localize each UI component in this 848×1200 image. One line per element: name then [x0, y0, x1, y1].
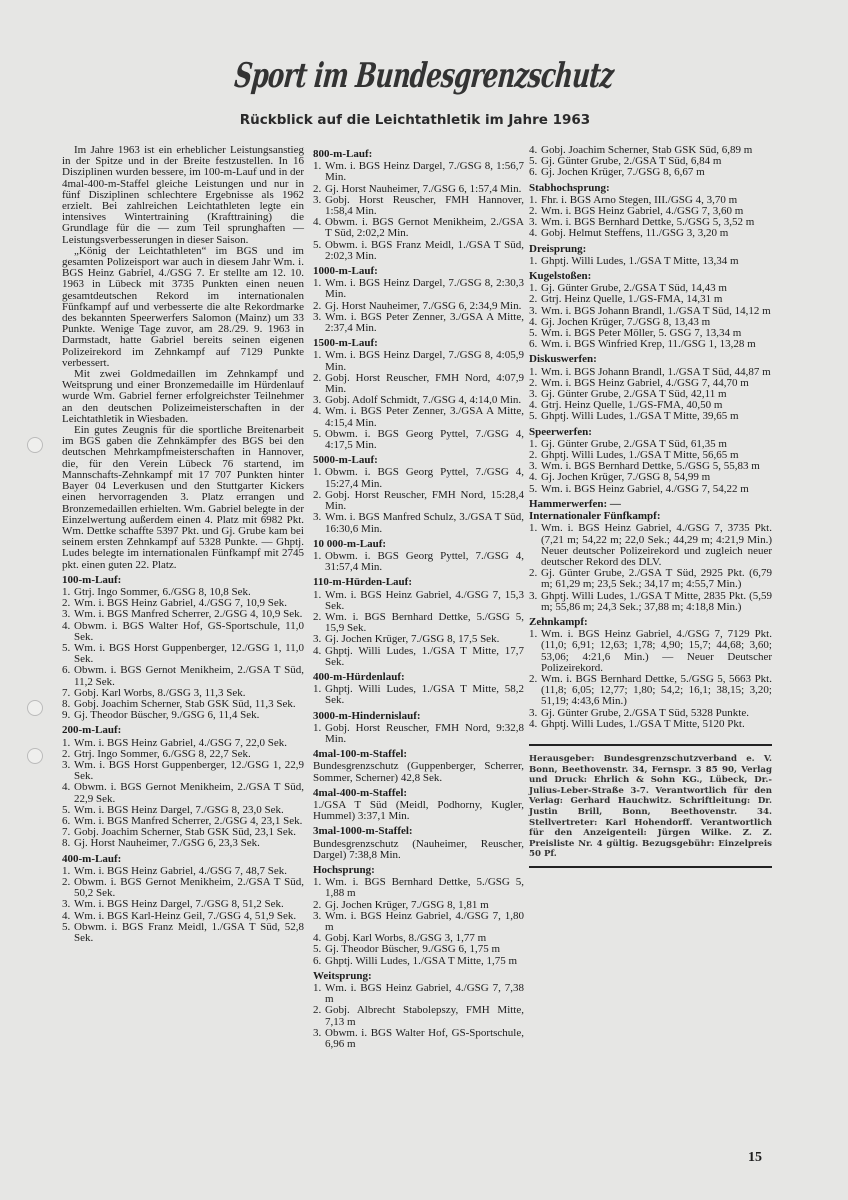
- result-text: Gj. Günter Grube, 2./GSA T Süd, 5328 Punkte.: [541, 706, 749, 719]
- rank-number: 3.: [313, 193, 322, 206]
- result-item: [62, 838, 304, 849]
- result-item: [529, 523, 772, 568]
- rank-number: 3.: [62, 758, 71, 771]
- result-item: [529, 256, 772, 267]
- rank-number: 7.: [62, 826, 71, 839]
- result-item: [62, 665, 304, 687]
- result-text: Wm. i. BGS Heinz Gabriel, 4./GSG 7, 1,80 m: [325, 909, 524, 933]
- result-text: Wm. i. BGS Johann Brandl, 1./GSA T Süd, 44,87 m: [541, 365, 771, 378]
- rank-number: 9.: [62, 709, 71, 722]
- result-item: [529, 568, 772, 590]
- result-text: Wm. i. BGS Peter Möller, 5. GSG 7, 13,34 m: [541, 327, 742, 340]
- result-text: Gj. Theodor Büscher, 9./GSG 6, 11,4 Sek.: [74, 709, 260, 722]
- result-text: Obwm. i. BGS Georg Pyttel, 7./GSG 4, 15:27,4 Min.: [325, 466, 524, 490]
- rank-number: 4.: [529, 227, 538, 240]
- section-heading: 200-m-Lauf:: [62, 724, 122, 737]
- rank-number: 3.: [313, 511, 322, 524]
- result-text: Wm. i. BGS Heinz Dargel, 7./GSG 8, 4:05,9 Min.: [325, 349, 524, 373]
- result-text: Ghptj. Willi Ludes, 1./GSA T Mitte, 13,34 m: [541, 254, 739, 267]
- rank-number: 4.: [529, 471, 538, 484]
- result-text: Gj. Günter Grube, 2./GSA T Süd, 42,11 m: [541, 388, 727, 401]
- result-text: Wm. i. BGS Bernhard Dettke, 5./GSG 5, 3,52 m: [541, 216, 755, 229]
- result-text: Wm. i. BGS Heinz Gabriel, 4./GSG 7, 7,38 m: [325, 982, 524, 1006]
- section-heading: 5000-m-Lauf:: [313, 454, 378, 467]
- rank-number: 5.: [62, 920, 71, 933]
- result-text: Wm. i. BGS Heinz Gabriel, 4./GSG 7, 7129 Pkt. (11,0; 6,91; 12,63; 1,78; 4,90; 15,7; 44,68; 3,60; 53,06; 4:21,6 Min.) — Neuer Deutscher Polizeirekord.: [541, 628, 772, 674]
- page-title: Sport im Bundesgrenzschutz: [232, 56, 616, 96]
- rank-number: 1.: [313, 588, 322, 601]
- rank-number: 1.: [313, 876, 322, 889]
- section-heading: 4mal-100-m-Staffel:: [313, 748, 408, 761]
- rank-number: 2.: [529, 567, 538, 580]
- result-item: [62, 621, 304, 643]
- result-item: [313, 1028, 524, 1050]
- result-text: Wm. i. BGS Peter Zenner, 3./GSA A Mitte, 4:15,4 Min.: [325, 405, 524, 429]
- section-heading: 100-m-Lauf:: [62, 573, 122, 586]
- result-item: [313, 911, 524, 933]
- result-text: Wm. i. BGS Johann Brandl, 1./GSA T Süd, 14,12 m: [541, 304, 771, 317]
- section-heading: 1000-m-Lauf:: [313, 265, 378, 278]
- result-text: Gj. Theodor Büscher, 9./GSG 6, 1,75 m: [325, 943, 501, 956]
- result-text: Wm. i. BGS Heinz Gabriel, 4./GSG 7, 54,22 m: [541, 482, 749, 495]
- result-text: Wm. i. BGS Karl-Heinz Geil, 7./GSG 4, 51,9 Sek.: [74, 909, 297, 922]
- result-item: [529, 228, 772, 239]
- rank-number: 3.: [313, 909, 322, 922]
- rank-number: 1.: [529, 437, 538, 450]
- rank-number: 1.: [529, 628, 538, 641]
- result-text: Gj. Günter Grube, 2./GSA T Süd, 61,35 m: [541, 437, 727, 450]
- result-item: [529, 719, 772, 730]
- rank-number: 1.: [529, 254, 538, 267]
- result-text: Gobj. Joachim Scherner, Stab GSK Süd, 23,1 Sek.: [74, 826, 296, 839]
- rank-number: 1.: [313, 549, 322, 562]
- rank-number: 6.: [62, 814, 71, 827]
- rank-number: 4.: [62, 619, 71, 632]
- rank-number: 2.: [313, 182, 322, 195]
- result-text: Gj. Horst Nauheimer, 7./GSG 6, 2:34,9 Min.: [325, 299, 522, 312]
- result-item: [313, 723, 524, 745]
- section-heading: Zehnkampf:: [529, 615, 588, 628]
- result-text: Wm. i. BGS Bernhard Dettke, 5./GSG 5, 55,83 m: [541, 460, 760, 473]
- result-text: Gj. Günter Grube, 2./GSA T Süd, 14,43 m: [541, 282, 727, 295]
- section-heading: Weitsprung:: [313, 969, 372, 982]
- result-text: Fhr. i. BGS Arno Stegen, III./GSG 4, 3,70 m: [541, 193, 738, 206]
- result-item: [62, 922, 304, 944]
- rank-number: 3.: [529, 304, 538, 317]
- result-text: Obwm. i. BGS Franz Meidl, 1./GSA T Süd, 2:02,3 Min.: [325, 238, 524, 262]
- rank-number: 3.: [529, 216, 538, 229]
- result-item: [529, 629, 772, 674]
- result-text: Gobj. Karl Worbs, 8./GSG 3, 11,3 Sek.: [74, 686, 246, 699]
- rank-number: 1.: [529, 193, 538, 206]
- result-text: Wm. i. BGS Bernhard Dettke, 5./GSG 5, 15,9 Sek.: [325, 610, 524, 635]
- section-heading: Diskuswerfen:: [529, 353, 597, 366]
- result-text: Obwm. i. BGS Franz Meidl, 1./GSA T Süd, 52,8 Sek.: [74, 920, 304, 945]
- result-item: [313, 161, 524, 183]
- column-3: [529, 145, 772, 868]
- rank-number: 1.: [529, 282, 538, 295]
- result-text: Gj. Horst Nauheimer, 7./GSG 6, 23,3 Sek.: [74, 837, 260, 850]
- section-heading: Kugelstoßen:: [529, 270, 592, 283]
- divider: [529, 744, 772, 746]
- column-2: [313, 145, 524, 1050]
- result-text: Wm. i. BGS Heinz Gabriel, 4./GSG 7, 44,70 m: [541, 376, 749, 389]
- result-item: [313, 590, 524, 612]
- section-heading: 110-m-Hürden-Lauf:: [313, 576, 412, 589]
- rank-number: 2.: [529, 376, 538, 389]
- result-text: Gobj. Horst Reuscher, FMH Hannover, 1:58,4 Min.: [325, 193, 524, 218]
- result-item: [313, 429, 524, 451]
- section-heading: 400-m-Hürdenlauf:: [313, 670, 405, 683]
- result-text: Obwm. i. BGS Walter Hof, GS-Sportschule, 11,0 Sek.: [74, 619, 304, 643]
- rank-number: 6.: [529, 338, 538, 351]
- result-item: [62, 643, 304, 665]
- result-text: Wm. i. BGS Heinz Gabriel, 4./GSG 7, 22,0 Sek.: [74, 736, 287, 749]
- rank-number: 1.: [62, 864, 71, 877]
- section-heading: 4mal-400-m-Staffel:: [313, 786, 408, 799]
- result-text: Gtrj. Ingo Sommer, 6./GSG 8, 22,7 Sek.: [74, 747, 251, 760]
- rank-number: 3.: [313, 1026, 322, 1039]
- column-1: [62, 145, 304, 944]
- result-text: Gobj. Joachim Scherner, Stab GSK Süd, 6,89 m: [541, 144, 753, 156]
- rank-number: 2.: [529, 672, 538, 685]
- result-text: Gj. Jochen Krüger, 7./GSG 8, 13,43 m: [541, 315, 711, 328]
- result-text: Gobj. Karl Worbs, 8./GSG 3, 1,77 m: [325, 932, 487, 945]
- result-text: Wm. i. BGS Manfred Schulz, 3./GSA T Süd, 16:30,6 Min.: [325, 511, 524, 535]
- result-item: [62, 760, 304, 782]
- result-text: Gj. Jochen Krüger, 7./GSG 8, 1,81 m: [325, 898, 489, 911]
- rank-number: 3.: [313, 394, 322, 407]
- result-text: Wm. i. BGS Heinz Dargel, 7./GSG 8, 1:56,7 Min.: [325, 160, 524, 184]
- rank-number: 2.: [313, 610, 322, 623]
- rank-number: 2.: [62, 747, 71, 760]
- rank-number: 5.: [529, 327, 538, 340]
- result-text: Obwm. i. BGS Walter Hof, GS-Sportschule, 6,96 m: [325, 1026, 524, 1051]
- rank-number: 3.: [313, 633, 322, 646]
- result-text: Obwm. i. BGS Gernot Menikheim, 2./GSA T Süd, 2:02,2 Min.: [325, 216, 524, 240]
- result-item: [313, 877, 524, 899]
- result-item: [313, 956, 524, 967]
- rank-number: 6.: [313, 954, 322, 967]
- rank-number: 3.: [62, 898, 71, 911]
- paragraph: Ein gutes Zeugnis für die sportliche Breitenarbeit im BGS gaben die Zehnkämpfer des BGS bei den deutschen Mehrkampfmeisterschaften in Hannover, die, für den Verein Lübeck 76 startend, im Mannschafts-Zehnkampf mit 17 707 Punkten hinter Bayer 04 Leverkusen und den Stuttgarter Kickers einen hervorragenden 3. Platz errangen und Bronzemedaillen erhielten. Wm. Gabriel belegte in der Einzelwertung außerdem einen 4. Platz mit 6982 Pkt. Wm. Dettke schaffte 5397 Pkt. und Gj. Grube kam bei seinem ersten Zehnkampf auf 5328 Punkte. — Ghptj. Ludes belegte im internationalen Fünfkampf mit 2745 pkt. einen guten 22. Platz.: [62, 424, 304, 571]
- result-text: Wm. i. BGS Bernhard Dettke, 5./GSG 5, 5663 Pkt. (11,8; 6,05; 12,77; 1,80; 54,2; 16,1; 38,15; 3,20; 51,19; 4:43,6 Min.): [541, 672, 772, 708]
- page-number: 15: [748, 1150, 762, 1165]
- result-text: Wm. i. BGS Heinz Dargel, 7./GSG 8, 2:30,3 Min.: [325, 277, 524, 301]
- rank-number: 1.: [313, 466, 322, 479]
- result-text: Wm. i. BGS Heinz Gabriel, 4./GSG 7, 15,3 Sek.: [325, 588, 524, 612]
- rank-number: 1.: [313, 160, 322, 173]
- rank-number: 2.: [313, 898, 322, 911]
- imprint: Herausgeber: Bundesgrenzschutzverband e. V. Bonn, Beethovenstr. 34, Fernspr. 3 85 90, Verlag und Druck: Ehrlich & Sohn KG., Lübeck, Dr.-Julius-Leber-Straße 3-7. Verantwortlich für den Verlag: Gerhard Hauchwitz. Schriftleitung: Dr. Justin Brill, Bonn, Beethovenstr. 34. Stellvertreter: Karl Hohendorff. Verantwortlich für den Anzeigenteil: Jürgen Wilke. Z. Z. Preisliste Nr. 4 gültig. Bezugsgebühr: Einzelpreis 50 Pf.: [529, 753, 772, 860]
- rank-number: 5.: [62, 641, 71, 654]
- result-text: Gj. Günter Grube, 2./GSA T Süd, 2925 Pkt. (6,79 m; 61,29 m; 23,5 Sek.; 34,17 m; 4:55,7 Min.): [541, 567, 772, 591]
- section-heading: Dreisprung:: [529, 242, 587, 255]
- section-heading: 1500-m-Lauf:: [313, 337, 378, 350]
- result-text: Ghptj. Willi Ludes, 1./GSA T Mitte, 39,65 m: [541, 410, 739, 423]
- rank-number: 5.: [62, 803, 71, 816]
- rank-number: 3.: [529, 388, 538, 401]
- result-text: Obwm. i. BGS Gernot Menikheim, 2./GSA T Süd, 50,2 Sek.: [74, 876, 304, 900]
- rank-number: 6.: [62, 664, 71, 677]
- rank-number: 2.: [313, 299, 322, 312]
- rank-number: 3.: [529, 706, 538, 719]
- result-text: Wm. i. BGS Manfred Scherrer, 2./GSG 4, 23,1 Sek.: [74, 814, 303, 827]
- rank-number: 5.: [529, 410, 538, 423]
- rank-number: 1.: [62, 736, 71, 749]
- result-text: Wm. i. BGS Heinz Gabriel, 4./GSG 7, 3,60 m: [541, 205, 744, 218]
- punch-hole: [27, 748, 43, 764]
- result-item: [313, 490, 524, 512]
- result-item: [313, 350, 524, 372]
- result-text: Gobj. Helmut Steffens, 11./GSG 3, 3,20 m: [541, 227, 729, 240]
- rank-number: 4.: [62, 909, 71, 922]
- result-item: [313, 983, 524, 1005]
- rank-number: 1.: [313, 277, 322, 290]
- paragraph: 1./GSA T Süd (Meidl, Podhorny, Kugler, Hummel) 3:37,1 Min.: [313, 798, 524, 823]
- result-item: [529, 167, 772, 178]
- rank-number: 3.: [529, 589, 538, 602]
- result-item: [313, 195, 524, 217]
- result-text: Gobj. Horst Reuscher, FMH Nord, 4:07,9 Min.: [325, 371, 524, 396]
- rank-number: 4.: [529, 399, 538, 412]
- rank-number: 3.: [313, 310, 322, 323]
- rank-number: 2.: [529, 449, 538, 462]
- result-item: [62, 710, 304, 721]
- rank-number: 8.: [62, 837, 71, 850]
- result-item: [313, 1005, 524, 1027]
- result-item: [529, 339, 772, 350]
- result-text: Ghptj. Willi Ludes, 1./GSA T Mitte, 2835 Pkt. (5,59 m; 55,86 m; 24,3 Sek.; 37,88 m; 4:18,8 Min.): [541, 589, 772, 613]
- rank-number: 2.: [529, 205, 538, 218]
- rank-number: 1.: [313, 982, 322, 995]
- result-text: Ghptj. Willi Ludes, 1./GSA T Mitte, 58,2 Sek.: [325, 683, 524, 707]
- result-text: Gobj. Adolf Schmidt, 7./GSG 4, 4:14,0 Min.: [325, 394, 522, 407]
- result-item: [313, 373, 524, 395]
- paragraph: Bundesgrenzschutz (Nauheimer, Reuscher, Dargel) 7:38,8 Min.: [313, 837, 524, 861]
- rank-number: 5.: [313, 427, 322, 440]
- rank-number: 7.: [62, 686, 71, 699]
- result-item: [313, 551, 524, 573]
- section-heading: 10 000-m-Lauf:: [313, 537, 387, 550]
- rank-number: 2.: [313, 1004, 322, 1017]
- result-item: [529, 674, 772, 708]
- punch-hole: [27, 437, 43, 453]
- rank-number: 1.: [529, 522, 538, 535]
- paragraph: Mit zwei Goldmedaillen im Zehnkampf und Weitsprung und einer Bronzemedaille im Hürdenlauf wurde Wm. Gabriel ferner erfolgreichster Teilnehmer an den deutschen Polizeimeisterschaften in der Leichtathletik in Wiesbaden.: [62, 368, 304, 425]
- rank-number: 5.: [313, 238, 322, 251]
- paragraph: „König der Leichtathleten“ im BGS und im gesamten Polizeisport war auch in diesem Jahr Wm. i. BGS Heinz Gabriel, 4./GSG 7. Er stellte am 12. 10. 1963 in Lübeck mit 3735 Punkten einen neuen gesamtdeutschen Rekord im internationalen Fünfkampf auf und verbesserte die alte Rekordmarke des bekannten Speerwerfers Salomon (Mainz) um 33 Punkte. Wenige Tage zuvor, am 28./29. 9. 1963 in Darmstadt, hatte Gabriel bereits seinen eigenen Polizeirekord im Zehnkampf auf 7129 Punkte verbessert.: [62, 244, 304, 369]
- section-heading: Speerwerfen:: [529, 425, 592, 438]
- paragraph: Im Jahre 1963 ist ein erheblicher Leistungsanstieg in der Spitze und in der Breite festzustellen. In 16 Disziplinen wurden bessere, im 100-m-Lauf und in der 4mal-400-m-Staffel gleiche Leistungen und nur in fünf Disziplinen schlechtere Ergebnisse als 1962 erzielt. Bei zahlreichen Leichtathleten legte ein intensives Wintertraining (Krafttraining) die Grundlage für die — zum Teil sprunghaften — Leistungsverbesserungen in dieser Saison.: [62, 144, 304, 246]
- rank-number: 3.: [529, 460, 538, 473]
- result-text: Wm. i. BGS Heinz Dargel, 7./GSG 8, 51,2 Sek.: [74, 898, 284, 911]
- punch-hole: [27, 700, 43, 716]
- rank-number: 8.: [62, 697, 71, 710]
- result-text: Obwm. i. BGS Gernot Menikheim, 2./GSA T Süd, 22,9 Sek.: [74, 781, 304, 805]
- result-text: Wm. i. BGS Peter Zenner, 3./GSA A Mitte, 2:37,4 Min.: [325, 310, 524, 335]
- result-text: Gobj. Horst Reuscher, FMH Nord, 15:28,4 Min.: [325, 488, 524, 513]
- rank-number: 1.: [313, 349, 322, 362]
- result-text: Wm. i. BGS Manfred Scherrer, 2./GSG 4, 10,9 Sek.: [74, 608, 303, 621]
- result-item: [529, 411, 772, 422]
- rank-number: 2.: [313, 371, 322, 384]
- rank-number: 4.: [313, 644, 322, 657]
- rank-number: 5.: [313, 943, 322, 956]
- result-text: Wm. i. BGS Heinz Dargel, 7./GSG 8, 23,0 Sek.: [74, 803, 284, 816]
- rank-number: 5.: [529, 482, 538, 495]
- result-text: Wm. i. BGS Heinz Gabriel, 4./GSG 7, 10,9 Sek.: [74, 597, 287, 610]
- result-text: Obwm. i. BGS Gernot Menikheim, 2./GSA T Süd, 11,2 Sek.: [74, 664, 304, 688]
- result-text: Wm. i. BGS Winfried Krep, 11./GSG 1, 13,28 m: [541, 338, 756, 351]
- result-text: Wm. i. BGS Horst Guppenberger, 12./GSG 1, 22,9 Sek.: [74, 758, 304, 783]
- result-item: [313, 684, 524, 706]
- page-subtitle: Rückblick auf die Leichtathletik im Jahre 1963: [239, 112, 591, 128]
- section-heading: Hammerwerfen: —: [529, 497, 621, 510]
- result-text: Wm. i. BGS Bernhard Dettke, 5./GSG 5, 1,88 m: [325, 876, 524, 900]
- result-text: Gj. Jochen Krüger, 7./GSG 8, 17,5 Sek.: [325, 633, 500, 646]
- result-text: Wm. i. BGS Heinz Gabriel, 4./GSG 7, 3735 Pkt. (7,21 m; 54,22 m; 22,0 Sek.; 44,29 m; 4:21,9 Min.) Neuer deutscher Polizeirekord und zugleich neuer deutscher Rekord des DLV.: [541, 522, 772, 568]
- result-text: Gtrj. Heinz Quelle, 1./GS-FMA, 14,31 m: [541, 293, 723, 306]
- result-text: Wm. i. BGS Horst Guppenberger, 12./GSG 1, 11,0 Sek.: [74, 641, 304, 666]
- section-heading: 800-m-Lauf:: [313, 148, 373, 160]
- result-item: [313, 646, 524, 668]
- paragraph: Bundesgrenzschutz (Guppenberger, Scherrer, Sommer, Scherner) 42,8 Sek.: [313, 760, 524, 784]
- result-item: [313, 312, 524, 334]
- result-text: Ghptj. Willi Ludes, 1./GSA T Mitte, 56,65 m: [541, 449, 739, 462]
- result-text: Gobj. Horst Reuscher, FMH Nord, 9:32,8 Min.: [325, 721, 524, 745]
- result-item: [313, 612, 524, 634]
- result-text: Gj. Jochen Krüger, 7./GSG 8, 6,67 m: [541, 166, 705, 179]
- rank-number: 4.: [529, 717, 538, 730]
- rank-number: 4.: [62, 781, 71, 794]
- result-text: Ghptj. Willi Ludes, 1./GSA T Mitte, 17,7 Sek.: [325, 644, 524, 668]
- result-item: [313, 278, 524, 300]
- rank-number: 4.: [313, 932, 322, 945]
- rank-number: 1.: [529, 365, 538, 378]
- result-item: [313, 406, 524, 428]
- rank-number: 4.: [529, 315, 538, 328]
- rank-number: 2.: [313, 488, 322, 501]
- rank-number: 2.: [62, 597, 71, 610]
- result-item: [313, 467, 524, 489]
- result-item: [62, 877, 304, 899]
- result-text: Gtrj. Ingo Sommer, 6./GSG 8, 10,8 Sek.: [74, 585, 251, 598]
- rank-number: 4.: [313, 216, 322, 229]
- result-text: Ghptj. Willi Ludes, 1./GSA T Mitte, 5120 Pkt.: [541, 717, 745, 730]
- result-item: [313, 217, 524, 239]
- result-text: Obwm. i. BGS Georg Pyttel, 7./GSG 4, 4:17,5 Min.: [325, 427, 524, 452]
- result-text: Obwm. i. BGS Georg Pyttel, 7./GSG 4, 31:57,4 Min.: [325, 549, 524, 574]
- rank-number: 3.: [62, 608, 71, 621]
- section-heading: Hochsprung:: [313, 863, 375, 876]
- section-heading: 3mal-1000-m-Staffel:: [313, 825, 413, 838]
- result-text: Gj. Günter Grube, 2./GSA T Süd, 6,84 m: [541, 155, 722, 168]
- result-text: Gj. Jochen Krüger, 7./GSG 8, 54,99 m: [541, 471, 711, 484]
- divider: [529, 866, 772, 868]
- rank-number: 6.: [529, 166, 538, 179]
- section-heading: 400-m-Lauf:: [62, 852, 122, 865]
- result-item: [313, 512, 524, 534]
- rank-number: 2.: [529, 293, 538, 306]
- rank-number: 1.: [313, 683, 322, 696]
- section-heading: Stabhochsprung:: [529, 181, 610, 194]
- rank-number: 1.: [62, 585, 71, 598]
- rank-number: 5.: [529, 155, 538, 168]
- result-text: Gobj. Albrecht Stabolepszy, FMH Mitte, 7,13 m: [325, 1004, 524, 1028]
- result-text: Ghptj. Willi Ludes, 1./GSA T Mitte, 1,75 m: [325, 954, 518, 967]
- rank-number: 4.: [529, 144, 538, 156]
- rank-number: 2.: [62, 876, 71, 888]
- result-item: [529, 591, 772, 613]
- result-item: [313, 240, 524, 262]
- section-heading: 3000-m-Hindernislauf:: [313, 709, 421, 722]
- result-text: Gobj. Joachim Scherner, Stab GSK Süd, 11,3 Sek.: [74, 697, 296, 710]
- result-text: Gtrj. Heinz Quelle, 1./GS-FMA, 40,50 m: [541, 399, 723, 412]
- result-text: Wm. i. BGS Heinz Gabriel, 4./GSG 7, 48,7 Sek.: [74, 864, 287, 877]
- result-item: [529, 484, 772, 495]
- rank-number: 4.: [313, 405, 322, 418]
- result-item: [62, 782, 304, 804]
- section-heading: Internationaler Fünfkampf:: [529, 510, 661, 523]
- rank-number: 1.: [313, 721, 322, 734]
- result-text: Gj. Horst Nauheimer, 7./GSG 6, 1:57,4 Min.: [325, 182, 522, 195]
